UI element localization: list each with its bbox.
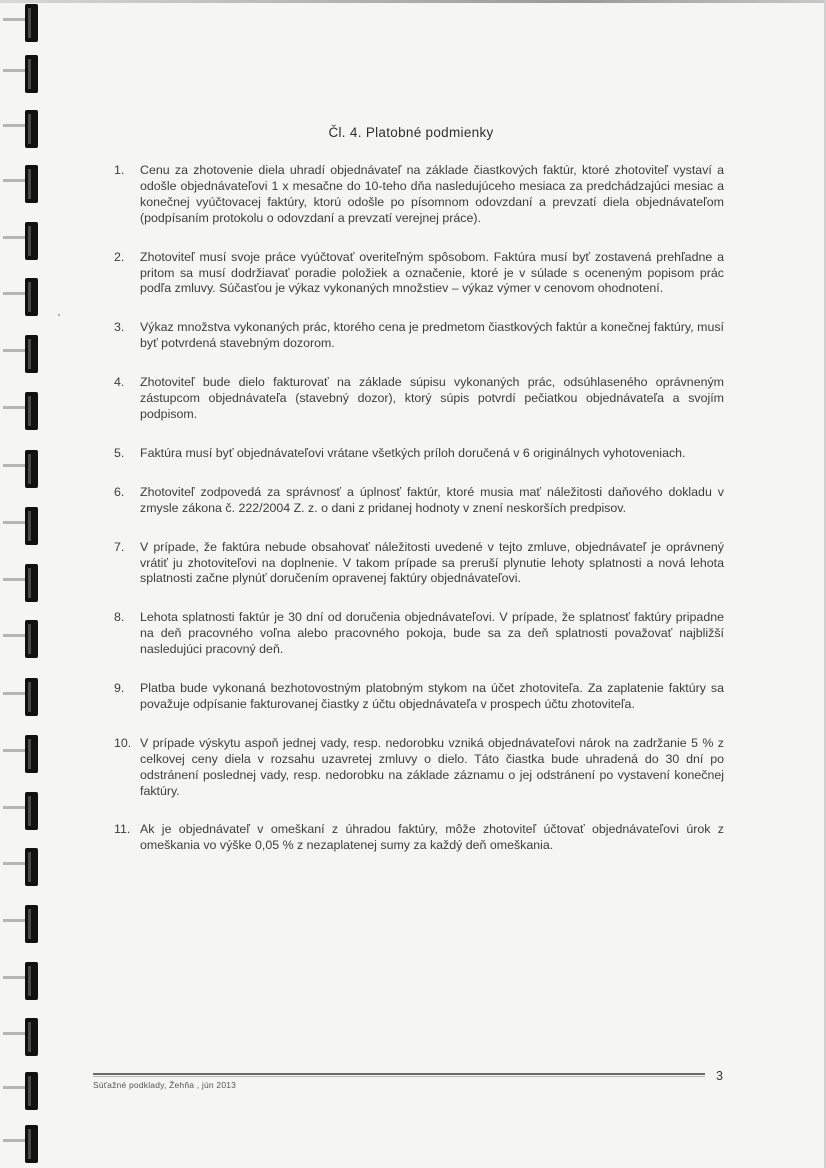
item-number: 6.	[114, 484, 125, 499]
binding-ring	[25, 564, 38, 602]
item-text: V prípade, že faktúra nebude obsahovať náležitosti uvedené v tejto zmluve, objednávateľ je oprávnený vrátiť ju zhotoviteľovi na doplnenie. V takom prípade sa preruší plynutie lehoty splatnosti a nová lehota splatnosti začne plynúť doručením opravenej faktúry objednávateľovi.	[140, 539, 724, 586]
list-item	[114, 250, 724, 298]
item-number: 9.	[114, 681, 125, 696]
binding-ring	[25, 735, 38, 773]
scan-speck	[58, 314, 60, 316]
item-text: Cenu za zhotovenie diela uhradí objednávateľ na základe čiastkových faktúr, ktoré zhotoviteľ vystaví a odošle objednávateľovi 1 x mesačne do 10-teho dňa nasledujúceho mesiaca za predchádzajúci mesiac a konečnej vyúčtovacej faktúry, ktorú odošle po písomnom odovzdaní a prevzatí diela objednávateľom (podpísaním protokolu o odovzdaní a prevzatí verejnej práce).	[140, 163, 724, 225]
binding-ring	[25, 392, 38, 430]
item-number: 8.	[114, 610, 125, 625]
item-text: Zhotoviteľ zodpovedá za správnosť a úplnosť faktúr, ktoré musia mať náležitosti daňového dokladu v zmysle zákona č. 222/2004 Z. z. o dani z pridanej hodnoty v znení neskorších predpisov.	[140, 484, 724, 515]
binding-ring	[25, 792, 38, 830]
payment-terms-list	[114, 163, 724, 854]
footer-divider-shadow	[93, 1076, 705, 1077]
binding-ring	[25, 1072, 38, 1110]
item-text: Výkaz množstva vykonaných prác, ktorého cena je predmetom čiastkových faktúr a konečnej faktúry, musí byť potvrdená stavebným dozorom.	[140, 320, 724, 351]
binding-ring	[25, 222, 38, 260]
item-number: 5.	[114, 445, 125, 460]
list-item	[114, 163, 724, 227]
page-number: 3	[716, 1069, 723, 1083]
list-item	[114, 446, 724, 462]
binding-ring	[25, 335, 38, 373]
item-number: 3.	[114, 320, 125, 335]
list-item	[114, 822, 724, 854]
item-number: 4.	[114, 375, 125, 390]
item-number: 11.	[114, 822, 131, 837]
binding-ring	[25, 165, 38, 203]
binding-ring	[25, 905, 38, 943]
list-item	[114, 375, 724, 423]
binding-ring	[25, 278, 38, 316]
item-number: 2.	[114, 249, 125, 264]
item-text: Zhotoviteľ bude dielo fakturovať na základe súpisu vykonaných prác, odsúhlaseného oprávneným zástupcom objednávateľa (stavebný dozor), ktorý súpis potvrdí pečiatkou objednávateľa a svojím podpisom.	[140, 375, 724, 421]
binding-ring	[25, 450, 38, 488]
item-text: Zhotoviteľ musí svoje práce vyúčtovať overiteľným spôsobom. Faktúra musí byť zostavená prehľadne a pritom sa musí dodržiavať poradie položiek a označenie, ktoré je v súlade s oceneným popisom prác podľa zmluvy. Súčasťou je výkaz vykonaných množstiev – výkaz výmer v cenovom ohodnotení.	[140, 249, 724, 296]
binding-ring	[25, 1125, 38, 1163]
item-number: 10.	[114, 735, 132, 750]
section-heading-text: Čl. 4. Platobné podmienky	[328, 125, 494, 140]
item-text: V prípade výskytu aspoň jednej vady, resp. nedorobku vzniká objednávateľovi nárok na zadržanie 5 % z celkovej ceny diela v rozsahu uzavretej zmluvy o dielo. Táto čiastka bude uhradená do 30 dní po odstránení poslednej vady, resp. nedorobku na základe záznamu o jej odstránení po vystavení konečnej faktúry.	[140, 735, 724, 798]
item-number: 1.	[114, 163, 125, 177]
binding-ring	[25, 848, 38, 886]
footer-text: Súťažné podklady, Žehňa , jún 2013	[93, 1080, 237, 1090]
binding-ring	[25, 1018, 38, 1056]
list-item	[114, 540, 724, 588]
section-heading	[0, 125, 826, 140]
binding-ring	[25, 507, 38, 545]
list-item	[114, 320, 724, 352]
page-top-edge	[0, 0, 826, 3]
list-item	[114, 736, 724, 800]
item-text: Faktúra musí byť objednávateľovi vrátane všetkých príloh doručená v 6 originálnych vyhotoveniach.	[140, 445, 686, 460]
binding-ring	[25, 620, 38, 658]
item-text: Platba bude vykonaná bezhotovostným platobným stykom na účet zhotoviteľa. Za zaplatenie faktúry sa považuje odpísanie fakturovanej čiastky z účtu objednávateľa v prospech účtu zhotoviteľa.	[140, 681, 724, 711]
list-item	[114, 681, 724, 713]
list-item	[114, 610, 724, 658]
item-number: 7.	[114, 539, 125, 554]
item-text: Lehota splatnosti faktúr je 30 dní od doručenia objednávateľovi. V prípade, že splatnosť faktúry pripadne na deň pracovného voľna alebo pracovného pokoja, bude sa za deň splatnosti považovať najbližší nasledujúci pracovný deň.	[140, 610, 724, 657]
binding-ring	[25, 4, 38, 42]
binding-ring	[25, 55, 38, 93]
list-item	[114, 485, 724, 517]
footer-divider	[93, 1073, 705, 1075]
item-text: Ak je objednávateľ v omeškaní z úhradou faktúry, môže zhotoviteľ účtovať objednávateľovi úrok z omeškania vo výške 0,05 % z nezaplatenej sumy za každý deň omeškania.	[140, 822, 724, 853]
binding-ring	[25, 962, 38, 1000]
binding-ring	[25, 678, 38, 716]
spiral-binding	[0, 0, 40, 1168]
